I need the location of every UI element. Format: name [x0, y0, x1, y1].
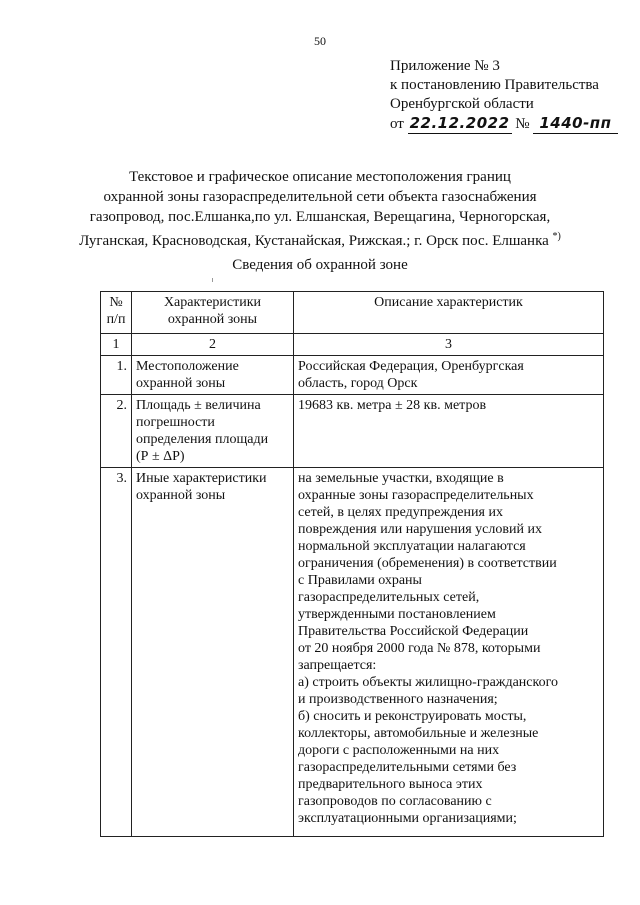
title-line: Луганская, Красноводская, Кустанайская, Рижская.; г. Орск пос. Елшанка *) — [79, 231, 561, 249]
header-cell-description: Описание характеристик — [294, 292, 604, 334]
number-sign: № — [515, 116, 530, 132]
table-row — [101, 395, 604, 468]
section-subtitle: Сведения об охранной зоне — [232, 257, 408, 273]
appendix-title: Приложение № 3 — [390, 58, 500, 74]
table-index-row — [101, 334, 604, 356]
row-characteristic: Иные характеристики охранной зоны — [132, 468, 294, 837]
handwritten-date: 22.12.2022 — [409, 114, 510, 132]
appendix-resolution: к постановлению Правительства — [390, 77, 599, 93]
title-line: Текстовое и графическое описание местоположения границ — [129, 169, 511, 185]
row-description: на земельные участки, входящие в охранные зоны газораспределительных сетей, в целях предупреждения их повреждения или нарушения условий их нормальной эксплуатации налагаются ограничения (обременения) в соответствии с Правилами охраны газораспределительных сетей, утвержденными постановлением Правительства Российской Федерации от 20 ноября 2000 года № 878, которыми запрещается: а) строить объекты жилищно-гражданского и производственного назначения; б) сносить и реконструировать мосты, коллекторы, автомобильные и железные дороги с расположенными на них газораспределительными сетями без предварительного выноса этих газопроводов по согласованию с эксплуатационными организациями; — [294, 468, 604, 837]
handwritten-number: 1440-пп — [533, 114, 617, 134]
date-prefix: от — [390, 116, 404, 132]
row-number: 3. — [101, 468, 132, 837]
zone-info-table — [100, 291, 604, 837]
table-row — [101, 356, 604, 395]
title-line: газопровод, пос.Елшанка,по ул. Елшанская, Верещагина, Черногорская, — [89, 209, 551, 225]
table-header-row — [101, 292, 604, 334]
index-cell: 3 — [294, 334, 604, 356]
row-description: 19683 кв. метра ± 28 кв. метров — [294, 395, 604, 468]
footnote-mark: *) — [552, 231, 561, 242]
header-cell-characteristics: Характеристики охранной зоны — [132, 292, 294, 334]
index-cell: 1 — [101, 334, 132, 356]
index-cell: 2 — [132, 334, 294, 356]
scan-mark — [212, 278, 213, 282]
row-description: Российская Федерация, Оренбургская область, город Орск — [294, 356, 604, 395]
table-row — [101, 468, 604, 837]
page-number: 50 — [314, 34, 326, 48]
row-characteristic: Местоположение охранной зоны — [132, 356, 294, 395]
row-characteristic: Площадь ± величина погрешности определения площади (Р ± ΔР) — [132, 395, 294, 468]
header-cell-number: № п/п — [101, 292, 132, 334]
row-number: 1. — [101, 356, 132, 395]
appendix-date-line — [390, 114, 618, 134]
appendix-region: Оренбургской области — [390, 96, 534, 112]
row-number: 2. — [101, 395, 132, 468]
document-title — [0, 167, 640, 251]
title-line: охранной зоны газораспределительной сети объекта газоснабжения — [103, 189, 537, 205]
appendix-block — [390, 57, 618, 134]
